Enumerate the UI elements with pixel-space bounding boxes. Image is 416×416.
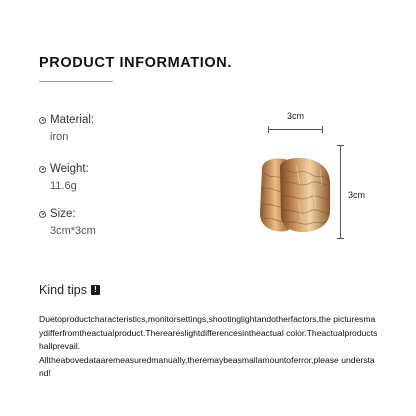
spec-material-value: iron	[50, 131, 69, 143]
spec-size	[39, 208, 96, 237]
spec-size-label: Size:	[50, 208, 76, 220]
dimension-height-line	[340, 145, 341, 239]
spec-material	[39, 114, 94, 143]
kind-tips-title: Kind tips	[39, 283, 87, 297]
dimension-width-label: 3cm	[287, 111, 305, 121]
kind-tips-paragraph-1: Duetoproductcharacteristics,monitorsettings,shootinglightandotherfactors,the picturesmaydifferfromtheactualproduct.Thereareslightdifferencesintheactual color.Theactualproductshallprevail.	[39, 314, 378, 352]
page-title: PRODUCT INFORMATION.	[39, 55, 232, 71]
bullet-icon	[39, 117, 46, 124]
exclamation-icon: !	[91, 285, 100, 295]
kind-tips-heading	[39, 283, 100, 297]
spec-weight	[39, 163, 89, 192]
dimension-width-line	[268, 129, 323, 130]
title-divider	[39, 81, 113, 82]
spec-weight-value: 11.6g	[50, 180, 77, 192]
spec-size-value: 3cm*3cm	[50, 225, 96, 237]
kind-tips-body	[39, 313, 379, 381]
spec-material-label: Material:	[50, 114, 95, 126]
earrings-image	[250, 155, 332, 235]
bullet-icon	[39, 166, 46, 173]
bullet-icon	[39, 211, 46, 218]
dimension-height-label: 3cm	[348, 190, 366, 200]
kind-tips-paragraph-2: Alltheabovedataaremeasuredmanually,theremaybeasmallamountoferror,please understand!	[39, 354, 375, 379]
spec-weight-label: Weight:	[50, 163, 89, 175]
